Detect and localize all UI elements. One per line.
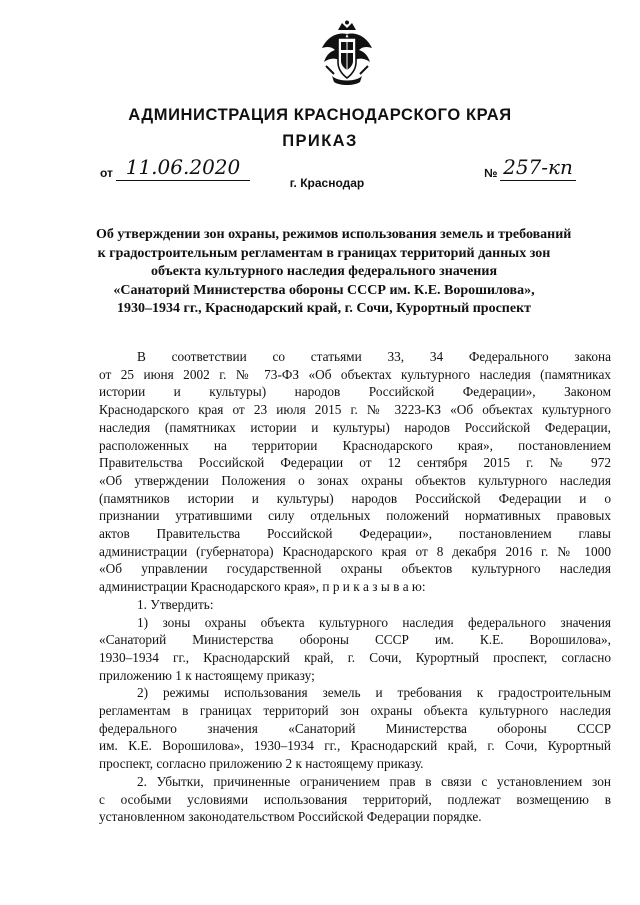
date-prefix: от	[100, 166, 113, 180]
document-title	[96, 226, 572, 319]
body-line: им. К.Е. Ворошилова», 1930–1934 гг., Краснодарский край, г. Сочи, Курортный	[99, 738, 611, 754]
title-line: 1930–1934 гг., Краснодарский край, г. Сочи, Курортный проспект	[116, 301, 532, 316]
coat-of-arms-icon	[318, 20, 376, 88]
item-2-paragraph	[99, 773, 611, 826]
body-line: В соответствии со статьями 33, 34 Федерального закона	[137, 349, 611, 364]
body-line: 1) зоны охраны объекта культурного наследия федерального значения	[137, 614, 611, 630]
body-line: 2) режимы использования земель и требования к градостроительным	[137, 685, 611, 701]
body-line: «Об управлении государственной охраны объектов культурного наследия	[99, 561, 611, 577]
body-line: приложению 1 к настоящему приказу;	[99, 667, 315, 683]
document-type: ПРИКАЗ	[282, 132, 358, 150]
preamble-paragraph	[99, 348, 611, 596]
item-1-heading: 1. Утвердить:	[137, 596, 214, 612]
body-line: (памятников истории и культуры) народов Российской Федерации и о	[99, 490, 611, 506]
body-line: администрации Краснодарского края», п р и к а з ы в а ю:	[99, 579, 426, 595]
body-line: установленном законодательством Российской Федерации порядке.	[99, 809, 482, 825]
handwritten-date: 11.06.2020	[125, 155, 241, 179]
item-1-2-paragraph	[99, 684, 611, 773]
body-line: расположенных на территории Краснодарского края», постановлением	[99, 437, 611, 453]
body-line: признании утратившими силу отдельных положений нормативных правовых	[99, 508, 611, 524]
title-line: объекта культурного наследия федерального значения	[150, 264, 498, 279]
body-line: Краснодарского края от 23 июля 2015 г. № 3223-КЗ «Об объектах культурного	[99, 402, 611, 418]
body-line: федерального значения «Санаторий Министерства обороны СССР	[99, 720, 611, 736]
title-line: «Санаторий Министерства обороны СССР им. К.Е. Ворошилова»,	[113, 282, 535, 298]
body-line: актов Правительства Российской Федерации», постановлением главы	[99, 526, 611, 542]
body-line: проспект, согласно приложению 2 к настоящему приказу.	[99, 756, 424, 772]
document-body	[99, 348, 611, 826]
item-1-1-paragraph	[99, 614, 611, 685]
number-prefix: №	[484, 166, 498, 180]
body-line: «Санаторий Министерства обороны СССР им. К.Е. Ворошилова»,	[99, 632, 611, 648]
body-line: администрации (губернатора) Краснодарского края от 8 декабря 2016 г. № 1000	[99, 543, 611, 559]
city-label: г. Краснодар	[289, 176, 365, 190]
title-line: к градостроительным регламентам в границах территорий данных зон	[97, 245, 551, 261]
body-line: от 25 июня 2002 г. № 73-ФЗ «Об объектах культурного наследия (памятниках	[99, 366, 611, 382]
body-line: наследия (памятниках истории и культуры) народов Российской Федерации,	[99, 419, 611, 435]
body-line: 1930–1934 гг., Краснодарский край, г. Сочи, Курортный проспект, согласно	[99, 649, 611, 665]
body-line: Правительства Российской Федерации от 12 сентября 2015 г. № 972	[99, 455, 611, 471]
body-line: с особыми условиями использования территорий, подлежат возмещению в	[99, 791, 611, 807]
body-line: 2. Убытки, причиненные ограничением прав в связи с установлением зон	[137, 773, 611, 789]
number-underline	[500, 180, 576, 181]
organization-name: АДМИНИСТРАЦИЯ КРАСНОДАРСКОГО КРАЯ	[128, 106, 512, 124]
body-line: истории и культуры) народов Российской Федерации», Законом	[99, 384, 611, 400]
body-line: регламентам в границах территорий зон охраны объекта культурного наследия	[99, 703, 611, 719]
title-line: Об утверждении зон охраны, режимов использования земель и требований	[96, 227, 572, 242]
handwritten-number: 257-кп	[503, 155, 573, 179]
body-line: «Об утверждении Положения о зонах охраны объектов культурного наследия	[99, 472, 611, 488]
